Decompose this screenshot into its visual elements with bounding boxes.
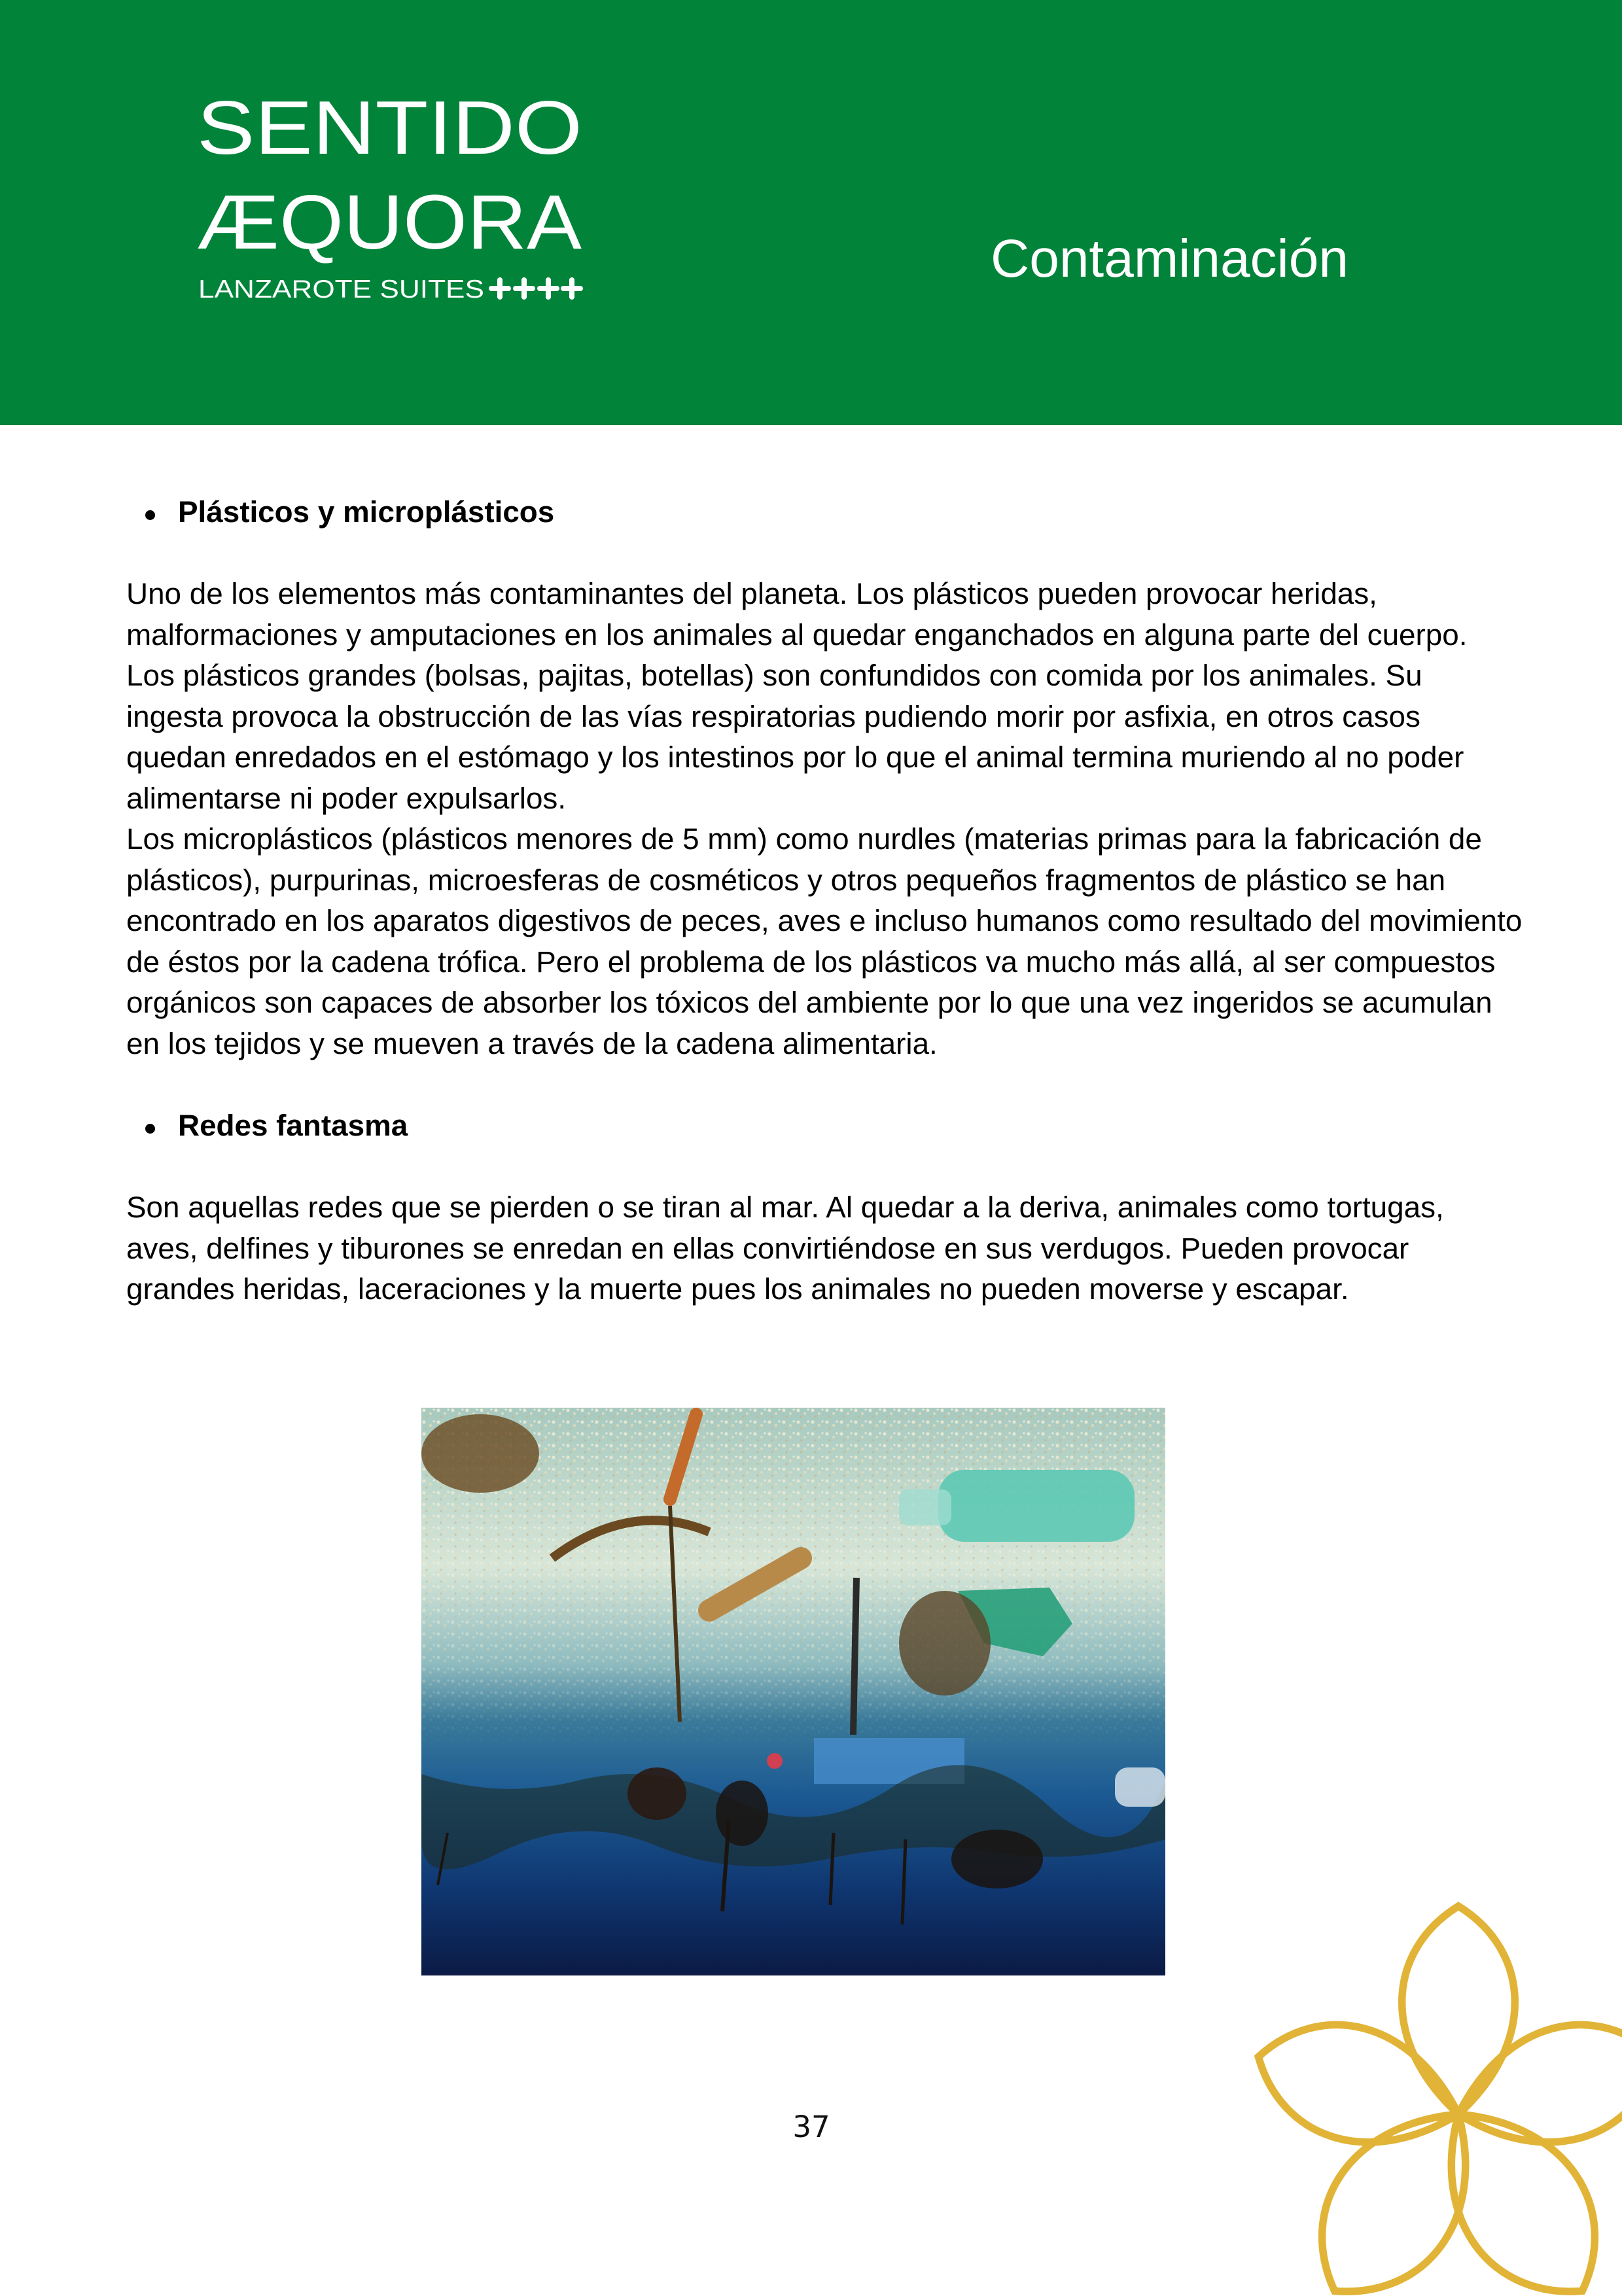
text-line: plásticos), purpurinas, microesferas de cosméticos y otros pequeños fragmentos de plástico se han xyxy=(126,863,1446,897)
header-band xyxy=(0,0,1622,425)
flower-decoration-icon xyxy=(1230,1884,1622,2296)
petal-left xyxy=(1243,2002,1474,2168)
text-line: encontrado en los aparatos digestivos de peces, aves e incluso humanos como resultado del movimiento xyxy=(126,904,1523,937)
petal-bottom-right xyxy=(1408,2079,1622,2296)
logo-line-aequora: ÆQUORA xyxy=(197,179,582,266)
text-line: grandes heridas, laceraciones y la muerte pues los animales no pueden moverse y escapar. xyxy=(126,1272,1349,1306)
text-line: ingesta provoca la obstrucción de las vías respiratorias pudiendo morir por asfixia, en otros casos xyxy=(126,699,1420,733)
paragraph-redes xyxy=(126,1187,1566,1310)
star-icon xyxy=(561,277,583,300)
text-line: orgánicos son capaces de absorber los tóxicos del ambiente por lo que una vez ingeridos se acumulan xyxy=(126,986,1492,1019)
star-icon xyxy=(537,277,559,300)
text-line: alimentarse ni poder expulsarlos. xyxy=(126,781,567,815)
star-icon xyxy=(513,277,535,300)
text-line: Uno de los elementos más contaminantes del planeta. Los plásticos pueden provocar heridas, xyxy=(126,577,1377,610)
heading-text: Plásticos y microplásticos xyxy=(178,495,555,529)
bullet-icon xyxy=(145,510,155,520)
text-line: en los tejidos y se mueven a través de la cadena alimentaria. xyxy=(126,1026,938,1060)
ocean-plastic-photo xyxy=(421,1408,1165,1975)
heading-text: Redes fantasma xyxy=(178,1109,408,1142)
photo-illustration xyxy=(421,1408,1165,1975)
paragraph-plasticos xyxy=(126,574,1566,1064)
text-line: Los plásticos grandes (bolsas, pajitas, botellas) son confundidos con comida por los animales. Su xyxy=(126,659,1422,692)
text-line: de éstos por la cadena trófica. Pero el problema de los plásticos va mucho más allá, al ser compuestos xyxy=(126,945,1496,979)
petal-top xyxy=(1402,1906,1515,2114)
section-title: Contaminación xyxy=(991,229,1349,288)
text-line: malformaciones y amputaciones en los animales al quedar enganchados en alguna parte del cuerpo. xyxy=(126,617,1468,652)
text-line: Son aquellas redes que se pierden o se tiran al mar. Al quedar a la deriva, animales como tortugas, xyxy=(126,1191,1444,1224)
text-line: aves, delfines y tiburones se enredan en ellas convirtiéndose en sus verdugos. Pueden provocar xyxy=(126,1231,1409,1265)
star-icon xyxy=(489,277,511,300)
text-line: Los microplásticos (plásticos menores de 5 mm) como nurdles (materias primas para la fabricación de xyxy=(126,822,1482,856)
bullet-icon xyxy=(145,1124,155,1134)
petal-right xyxy=(1443,2002,1622,2168)
petal-bottom-left xyxy=(1284,2079,1509,2296)
logo-line-sentido: SENTIDO xyxy=(197,85,582,170)
text-line: quedan enredados en el estómago y los intestinos por lo que el animal termina muriendo al no poder xyxy=(126,740,1464,774)
page-number: 37 xyxy=(792,2110,830,2144)
brand-logo xyxy=(0,0,654,425)
logo-line-lanzarote: LANZAROTE SUITES xyxy=(198,275,484,304)
logo-stars-icon xyxy=(489,277,583,300)
